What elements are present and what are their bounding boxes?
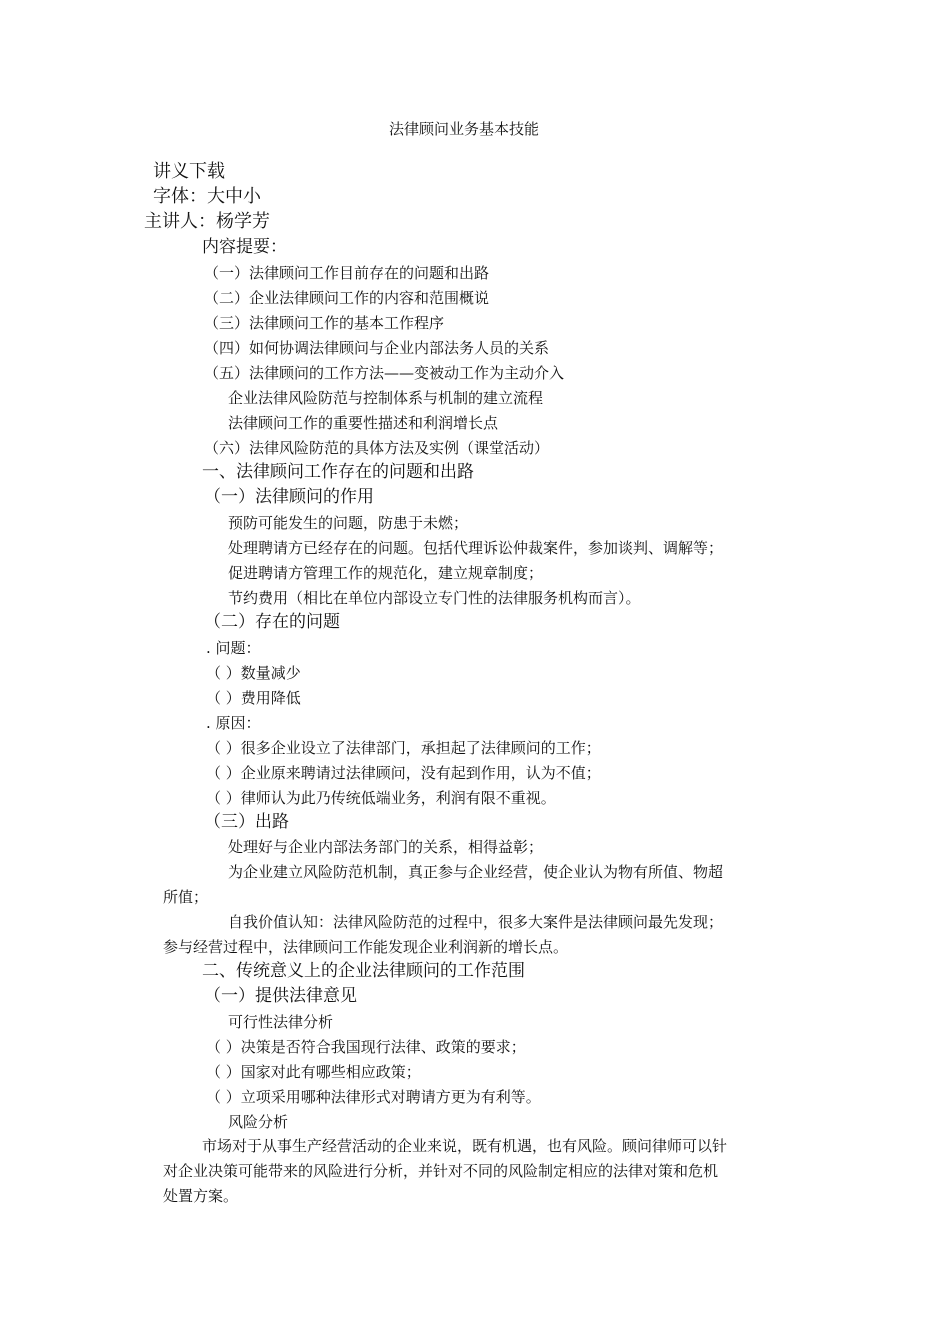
paragraph: 自我价值认知：法律风险防范的过程中，很多大案件是法律顾问最先发现； [228, 913, 724, 931]
font-size-selector[interactable]: 字体：大中小 [153, 186, 261, 207]
toc-item: （二）企业法律顾问工作的内容和范围概说 [204, 289, 490, 307]
paragraph: 处理好与企业内部法务部门的关系，相得益彰； [228, 838, 544, 856]
paragraph: 处置方案。 [163, 1187, 239, 1205]
list-label: . 原因： [206, 714, 261, 732]
toc-item: （五）法律顾问的工作方法——变被动工作为主动介入 [204, 364, 565, 382]
list-item: （ ）立项采用哪种法律形式对聘请方更为有利等。 [206, 1088, 541, 1106]
subsection-heading: （一）法律顾问的作用 [204, 487, 374, 507]
toc-heading: 内容提要： [202, 237, 287, 257]
section-heading: 一、法律顾问工作存在的问题和出路 [202, 462, 474, 482]
toc-item: 企业法律风险防范与控制体系与机制的建立流程 [228, 389, 544, 407]
speaker-line: 主讲人：杨学芳 [144, 211, 270, 232]
paragraph: 处理聘请方已经存在的问题。包括代理诉讼仲裁案件，参加谈判、调解等； [228, 539, 724, 557]
paragraph: 风险分析 [228, 1113, 289, 1131]
subsection-heading: （三）出路 [204, 812, 289, 832]
toc-item: （四）如何协调法律顾问与企业内部法务人员的关系 [204, 339, 550, 357]
subsection-heading: （二）存在的问题 [204, 612, 340, 632]
list-item: （ ）数量减少 [206, 664, 301, 682]
toc-item: （一）法律顾问工作目前存在的问题和出路 [204, 264, 490, 282]
list-item: （ ）决策是否符合我国现行法律、政策的要求； [206, 1038, 526, 1056]
list-item: （ ）很多企业设立了法律部门，承担起了法律顾问的工作； [206, 739, 601, 757]
download-link[interactable]: 讲义下载 [153, 161, 225, 182]
paragraph: 节约费用（相比在单位内部设立专门性的法律服务机构而言）。 [228, 589, 641, 607]
section-heading: 二、传统意义上的企业法律顾问的工作范围 [202, 961, 525, 981]
list-item: （ ）国家对此有哪些相应政策； [206, 1063, 421, 1081]
paragraph: 参与经营过程中，法律顾问工作能发现企业利润新的增长点。 [163, 938, 569, 956]
list-label: . 问题： [206, 639, 261, 657]
paragraph: 所值； [163, 888, 209, 906]
subsection-heading: （一）提供法律意见 [204, 986, 357, 1006]
paragraph: 可行性法律分析 [228, 1013, 334, 1031]
toc-item: （六）法律风险防范的具体方法及实例（课堂活动） [204, 439, 550, 457]
paragraph: 市场对于从事生产经营活动的企业来说，既有机遇，也有风险。顾问律师可以针 [202, 1137, 728, 1155]
page-title: 法律顾问业务基本技能 [389, 120, 540, 138]
toc-item: 法律顾问工作的重要性描述和利润增长点 [228, 414, 499, 432]
list-item: （ ）费用降低 [206, 689, 301, 707]
paragraph: 为企业建立风险防范机制，真正参与企业经营，使企业认为物有所值、物超 [228, 863, 724, 881]
list-item: （ ）律师认为此乃传统低端业务，利润有限不重视。 [206, 789, 556, 807]
list-item: （ ）企业原来聘请过法律顾问，没有起到作用，认为不值； [206, 764, 601, 782]
toc-item: （三）法律顾问工作的基本工作程序 [204, 314, 445, 332]
paragraph: 预防可能发生的问题，防患于未燃； [228, 514, 469, 532]
paragraph: 对企业决策可能带来的风险进行分析，并针对不同的风险制定相应的法律对策和危机 [163, 1162, 719, 1180]
paragraph: 促进聘请方管理工作的规范化，建立规章制度； [228, 564, 544, 582]
